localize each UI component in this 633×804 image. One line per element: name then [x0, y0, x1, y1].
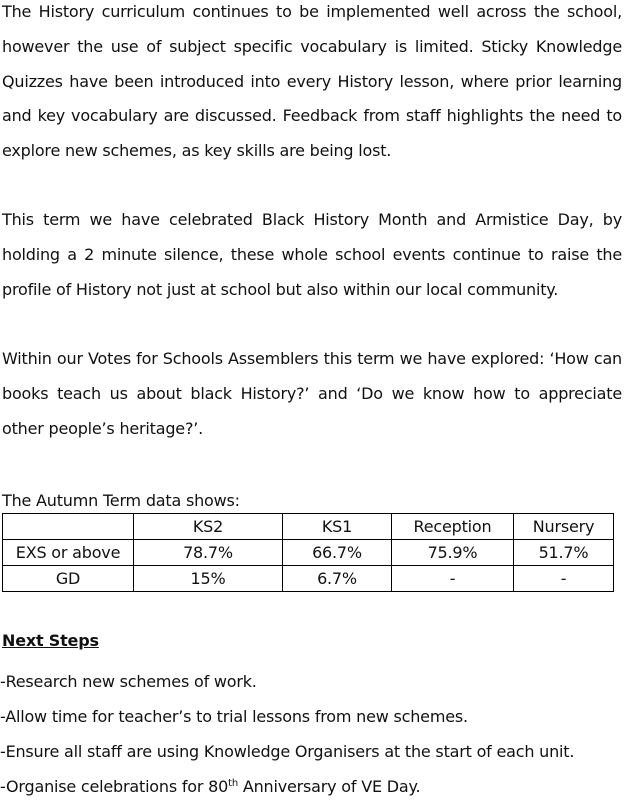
next-step-text: Anniversary of VE Day.	[237, 777, 421, 796]
table-header-cell: KS1	[283, 514, 392, 540]
ordinal-superscript: th	[228, 778, 238, 789]
paragraph-curriculum: The History curriculum continues to be implemented well across the school, however the use of subject specific vocabulary is limited. Sticky Knowledge Quizzes have been introduced into every History lesson, where prior learning and key vocabulary are discussed. Feedback from staff highlights the need to explore new schemes, as key skills are being lost.	[2, 2, 622, 161]
table-header-cell	[3, 514, 134, 540]
next-steps-list	[0, 664, 574, 804]
table-header-cell: KS2	[134, 514, 283, 540]
table-cell: -	[392, 566, 514, 592]
next-step-item: -Ensure all staff are using Knowledge Organisers at the start of each unit.	[0, 742, 575, 761]
table-cell: -	[514, 566, 614, 592]
table-header-row	[3, 514, 614, 540]
paragraph-events: This term we have celebrated Black History Month and Armistice Day, by holding a 2 minute silence, these whole school events continue to raise the profile of History not just at school but also within our local community.	[2, 210, 622, 299]
paragraph-assemblies: Within our Votes for Schools Assemblers this term we have explored: ‘How can books teach us about black History?’ and ‘Do we know how to appreciate other people’s heritage?’.	[2, 349, 622, 438]
table-cell: 66.7%	[283, 540, 392, 566]
table-row-label: EXS or above	[3, 540, 134, 566]
table-cell: 75.9%	[392, 540, 514, 566]
next-step-item: -Allow time for teacher’s to trial lessons from new schemes.	[0, 707, 468, 726]
table-header-cell: Nursery	[514, 514, 614, 540]
table-row	[3, 566, 614, 592]
next-steps-heading: Next Steps	[2, 631, 99, 650]
table-caption: The Autumn Term data shows:	[2, 491, 240, 510]
table-cell: 78.7%	[134, 540, 283, 566]
next-step-item: -Research new schemes of work.	[0, 672, 257, 691]
table-cell: 15%	[134, 566, 283, 592]
table-header-cell: Reception	[392, 514, 514, 540]
next-step-text: -Organise celebrations for 80	[0, 777, 229, 796]
table-row-label: GD	[3, 566, 134, 592]
table-row	[3, 540, 614, 566]
table-cell: 6.7%	[283, 566, 392, 592]
table-cell: 51.7%	[514, 540, 614, 566]
autumn-term-data-table	[2, 513, 614, 592]
